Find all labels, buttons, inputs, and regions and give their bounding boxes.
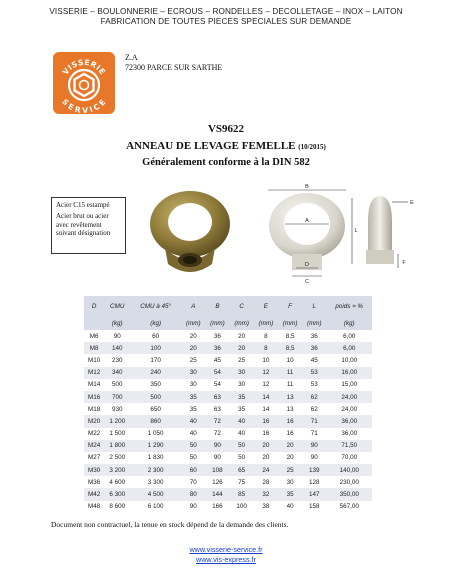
- table-cell: 36: [310, 332, 318, 340]
- table-cell: 100: [236, 503, 247, 511]
- table-cell: 12: [262, 381, 270, 389]
- unit-header: [84, 317, 104, 330]
- product-name: ANNEAU DE LEVAGE FEMELLE: [126, 140, 296, 152]
- table-cell: M12: [84, 367, 104, 379]
- table-cell: 20: [230, 342, 254, 354]
- logo-graphic: [53, 52, 115, 114]
- table-cell: 20: [286, 454, 294, 462]
- table-cell: 1 290: [130, 440, 181, 452]
- table-cell: 63: [213, 405, 221, 413]
- table-cell: 20: [181, 342, 205, 354]
- unit-header: (kg): [130, 317, 181, 330]
- table-cell: 90: [310, 454, 318, 462]
- unit-header: (mm): [230, 317, 254, 330]
- unit-header: (mm): [205, 317, 229, 330]
- company-activities-line: VISSERIE – BOULONNERIE – ECROUS – RONDELLES – DECOLLETAGE – INOX – LAITON: [49, 7, 403, 16]
- column-header: C: [230, 296, 254, 317]
- table-row: [84, 391, 372, 403]
- table-cell: 147: [302, 488, 326, 500]
- table-cell: 35: [238, 405, 246, 413]
- table-cell: 140: [104, 342, 130, 354]
- lifting-eye-nut-photo: [140, 186, 240, 281]
- table-cell: 10,00: [341, 356, 358, 364]
- table-cell: 25: [189, 356, 197, 364]
- table-cell: 170: [150, 356, 161, 364]
- table-cell: 139: [302, 464, 326, 476]
- table-cell: 20: [238, 332, 246, 340]
- website-link-visserie-service[interactable]: www.visserie-service.fr: [189, 545, 263, 554]
- table-cell: 62: [310, 405, 318, 413]
- table-cell: 80: [181, 488, 205, 500]
- table-cell: 240: [130, 367, 181, 379]
- table-row: [84, 342, 372, 354]
- table-cell: M18: [87, 405, 101, 413]
- table-cell: 860: [130, 415, 181, 427]
- table-cell: 16: [286, 430, 294, 438]
- table-cell: 40: [189, 430, 197, 438]
- table-cell: 144: [205, 488, 229, 500]
- table-cell: 65: [230, 464, 254, 476]
- logo-text-top: VISSERIE: [60, 57, 108, 77]
- table-cell: 2 500: [109, 454, 126, 462]
- nut-hole-icon: [80, 81, 89, 90]
- table-cell: 100: [130, 342, 181, 354]
- table-cell: 930: [111, 405, 123, 413]
- table-cell: 8: [254, 342, 278, 354]
- column-header: A: [181, 296, 205, 317]
- table-cell: 16: [254, 415, 278, 427]
- table-cell: 62: [302, 391, 326, 403]
- table-cell: 20: [254, 440, 278, 452]
- table-cell: 70: [189, 478, 197, 486]
- address-line-1: Z.A: [125, 53, 138, 62]
- table-cell: 54: [213, 381, 221, 389]
- table-cell: M36: [87, 478, 101, 486]
- dim-label-l: L: [354, 228, 358, 234]
- table-cell: 40: [230, 415, 254, 427]
- table-cell: 40: [286, 503, 294, 511]
- table-cell: 11: [278, 367, 302, 379]
- dimensions-table: [84, 296, 372, 513]
- table-cell: 50: [189, 454, 197, 462]
- table-cell: 8 600: [109, 503, 126, 511]
- table-cell: 24: [254, 464, 278, 476]
- table-cell: 90: [205, 440, 229, 452]
- table-cell: 350,00: [326, 488, 372, 500]
- table-cell: 1 050: [147, 430, 164, 438]
- table-cell: M8: [84, 342, 104, 354]
- table-row: [84, 379, 372, 391]
- table-cell: 35: [181, 391, 205, 403]
- table-cell: M42: [84, 488, 104, 500]
- table-cell: 72: [205, 415, 229, 427]
- product-title: [0, 140, 452, 152]
- table-cell: 90: [113, 332, 121, 340]
- logo-text-bottom: SERVICE: [60, 97, 108, 114]
- table-cell: 140,00: [326, 464, 372, 476]
- table-cell: 1 830: [147, 454, 164, 462]
- website-link-vis-express[interactable]: www.vis-express.fr: [196, 555, 256, 564]
- table-row: [84, 330, 372, 342]
- table-row: [84, 464, 372, 476]
- table-cell: M27: [87, 454, 101, 462]
- table-cell: 20: [189, 332, 197, 340]
- column-header: B: [205, 296, 229, 317]
- side-view-drawing: [358, 192, 420, 276]
- table-cell: 230: [111, 356, 123, 364]
- dim-label-d: D: [305, 262, 309, 268]
- table-cell: 71: [302, 415, 326, 427]
- table-cell: 63: [205, 391, 229, 403]
- table-cell: 90: [302, 440, 326, 452]
- column-header: D: [84, 296, 104, 317]
- material-note-line-1: Acier C15 estampé: [56, 201, 110, 209]
- table-cell: 36: [205, 342, 229, 354]
- unit-header: (mm): [278, 317, 302, 330]
- table-cell: 15,00: [341, 381, 358, 389]
- material-note-box: [51, 197, 126, 254]
- table-cell: M20: [84, 415, 104, 427]
- table-cell: 650: [150, 405, 161, 413]
- table-cell: 75: [238, 478, 246, 486]
- table-cell: 35: [230, 391, 254, 403]
- unit-header: (mm): [181, 317, 205, 330]
- table-cell: 1 500: [109, 430, 126, 438]
- table-cell: 35: [189, 405, 197, 413]
- table-body: [84, 330, 372, 513]
- column-header: L: [302, 296, 326, 317]
- table-cell: 12: [254, 367, 278, 379]
- table-cell: 16,00: [326, 367, 372, 379]
- table-cell: 60: [152, 332, 160, 340]
- table-row: [84, 501, 372, 513]
- table-cell: 36,00: [326, 415, 372, 427]
- table-cell: 14: [254, 391, 278, 403]
- column-header: CMU: [104, 296, 130, 317]
- table-cell: 35: [278, 488, 302, 500]
- column-header: CMU à 45°: [130, 296, 181, 317]
- table-cell: 28: [262, 478, 270, 486]
- table-row: [84, 476, 372, 488]
- table-cell: 25: [278, 464, 302, 476]
- table-header-row: [84, 296, 372, 317]
- side-base-shape: [366, 250, 394, 264]
- dim-label-f: F: [402, 260, 406, 266]
- table-cell: 6 100: [147, 503, 164, 511]
- table-row: [84, 452, 372, 464]
- table-cell: 2 300: [130, 464, 181, 476]
- eye-hole-shape: [168, 203, 212, 241]
- company-tagline: FABRICATION DE TOUTES PIECES SPECIALES SUR DEMANDE: [100, 17, 352, 26]
- table-cell: 50: [230, 440, 254, 452]
- table-cell: 10: [286, 356, 294, 364]
- table-cell: 6,00: [343, 332, 356, 340]
- table-cell: 30: [286, 478, 294, 486]
- dim-label-a: A: [305, 218, 309, 224]
- table-units-row: [84, 317, 372, 330]
- table-cell: 700: [104, 391, 130, 403]
- address-line-2: 72300 PARCE SUR SARTHE: [125, 63, 223, 72]
- table-cell: 71: [310, 430, 318, 438]
- product-date: (10/2015): [298, 143, 326, 151]
- table-cell: 36,00: [341, 430, 358, 438]
- table-cell: M30: [84, 464, 104, 476]
- table-cell: 567,00: [339, 503, 359, 511]
- table-cell: 38: [262, 503, 270, 511]
- table-cell: 13: [278, 391, 302, 403]
- table-cell: 4 600: [109, 478, 126, 486]
- dim-label-c: C: [305, 279, 309, 284]
- table-cell: 1 800: [104, 440, 130, 452]
- dim-label-e: E: [410, 200, 414, 206]
- table-cell: 3 200: [104, 464, 130, 476]
- table-cell: M24: [84, 440, 104, 452]
- table-cell: M16: [84, 391, 104, 403]
- table-cell: 36: [213, 332, 221, 340]
- column-header: E: [254, 296, 278, 317]
- table-cell: 128: [309, 478, 320, 486]
- table-cell: 60: [181, 464, 205, 476]
- table-row: [84, 354, 372, 366]
- table-cell: 230,00: [339, 478, 359, 486]
- front-view-drawing: [252, 184, 362, 284]
- table-cell: 30: [230, 367, 254, 379]
- table-cell: 8: [264, 332, 268, 340]
- table-cell: 14: [262, 405, 270, 413]
- table-cell: M48: [87, 503, 101, 511]
- table-cell: 53: [302, 367, 326, 379]
- table-cell: 4 500: [130, 488, 181, 500]
- table-cell: 16: [278, 415, 302, 427]
- table-cell: 340: [104, 367, 130, 379]
- table-cell: 8,5: [285, 332, 295, 340]
- column-header: F: [278, 296, 302, 317]
- table-cell: 40: [181, 415, 205, 427]
- table-cell: M6: [89, 332, 99, 340]
- product-standard: Généralement conforme à la DIN 582: [142, 157, 310, 168]
- unit-header: (mm): [302, 317, 326, 330]
- thread-core-shape: [183, 256, 197, 264]
- material-note-line-2: Acier brut ou acier avec revêtement suivant désignation: [56, 212, 111, 238]
- table-cell: 40: [238, 430, 246, 438]
- table-cell: 350: [150, 381, 161, 389]
- table-cell: 70,00: [341, 454, 358, 462]
- table-cell: 24,00: [341, 405, 358, 413]
- table-cell: 500: [130, 391, 181, 403]
- table-cell: 85: [230, 488, 254, 500]
- unit-header: (kg): [104, 317, 130, 330]
- table-cell: 166: [212, 503, 223, 511]
- table-cell: M22: [87, 430, 101, 438]
- column-header: poids ≈ %: [326, 296, 372, 317]
- table-cell: 72: [213, 430, 221, 438]
- table-cell: 50: [238, 454, 246, 462]
- unit-header: (kg): [326, 317, 372, 330]
- table-cell: 50: [181, 440, 205, 452]
- table-cell: 71,50: [326, 440, 372, 452]
- table-cell: 45: [213, 356, 221, 364]
- table-cell: 32: [254, 488, 278, 500]
- table-cell: 30: [189, 381, 197, 389]
- table-cell: 158: [309, 503, 320, 511]
- hex-nut-icon: [75, 74, 94, 96]
- table-cell: 3 300: [147, 478, 164, 486]
- product-reference: VS9622: [207, 123, 245, 135]
- table-cell: 54: [205, 367, 229, 379]
- table-cell: 25: [238, 356, 246, 364]
- company-logo: [53, 52, 115, 114]
- table-row: [84, 488, 372, 500]
- table-row: [84, 367, 372, 379]
- table-cell: 500: [111, 381, 123, 389]
- table-row: [84, 403, 372, 415]
- table-cell: 11: [286, 381, 294, 389]
- disclaimer-note: Document non contractuel, la tenue en stock dépend de la demande des clients.: [51, 520, 289, 529]
- table-row: [84, 428, 372, 440]
- table-cell: 36: [302, 342, 326, 354]
- table-cell: 16: [262, 430, 270, 438]
- table-cell: 90: [189, 503, 197, 511]
- table-cell: 30: [181, 367, 205, 379]
- table-row: [84, 440, 372, 452]
- table-cell: 108: [205, 464, 229, 476]
- table-cell: 6 300: [104, 488, 130, 500]
- table-cell: 30: [238, 381, 246, 389]
- table-cell: 20: [278, 440, 302, 452]
- table-cell: 6,00: [326, 342, 372, 354]
- table-cell: 126: [212, 478, 223, 486]
- table-cell: 24,00: [326, 391, 372, 403]
- table-cell: 13: [286, 405, 294, 413]
- table-row: [84, 415, 372, 427]
- unit-header: (mm): [254, 317, 278, 330]
- table-cell: 20: [262, 454, 270, 462]
- table-cell: 53: [310, 381, 318, 389]
- table-cell: 1 200: [104, 415, 130, 427]
- table-cell: M14: [87, 381, 101, 389]
- dim-label-b: B: [305, 184, 309, 190]
- table-cell: 90: [213, 454, 221, 462]
- table-cell: M10: [87, 356, 101, 364]
- table-cell: 10: [262, 356, 270, 364]
- table-cell: 8,5: [278, 342, 302, 354]
- table-cell: 45: [310, 356, 318, 364]
